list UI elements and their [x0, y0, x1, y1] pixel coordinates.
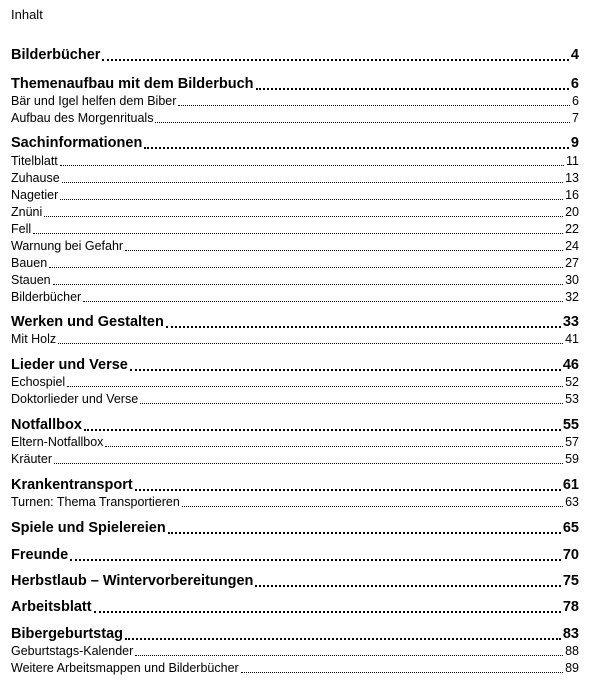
toc-entry[interactable]: [11, 644, 579, 659]
toc-entry-page: 6: [572, 94, 579, 108]
dot-leader: [144, 146, 569, 149]
toc-entry-page: 16: [565, 188, 579, 202]
toc-entry-page: 7: [572, 111, 579, 125]
toc-entry-title: Eltern-Notfallbox: [11, 435, 104, 449]
toc-entry-page: 20: [565, 205, 579, 219]
toc-entry-page: 89: [565, 661, 579, 675]
toc-entry-title: Mit Holz: [11, 332, 57, 346]
toc-entry[interactable]: [11, 416, 579, 434]
toc-entry[interactable]: [11, 290, 579, 305]
toc-entry-page: 78: [562, 599, 579, 615]
dot-leader: [102, 58, 568, 61]
toc-entry-title: Nagetier: [11, 188, 59, 202]
page-heading: Inhalt: [11, 7, 43, 22]
toc-entry-title: Turnen: Thema Transportieren: [11, 495, 180, 509]
dot-leader: [125, 637, 561, 640]
dot-leader: [178, 104, 570, 106]
toc-entry-title: Echospiel: [11, 375, 66, 389]
toc-entry-title: Lieder und Verse: [11, 357, 128, 373]
toc-entry[interactable]: [11, 435, 579, 450]
toc-entry[interactable]: [11, 572, 579, 590]
toc-entry-page: 57: [565, 435, 579, 449]
dot-leader: [182, 505, 563, 507]
toc-entry-page: 22: [565, 222, 579, 236]
dot-leader: [166, 325, 561, 328]
toc-entry[interactable]: [11, 661, 579, 676]
toc-entry-page: 52: [565, 375, 579, 389]
toc-entry-title: Titelblatt: [11, 154, 58, 168]
toc-entry[interactable]: [11, 332, 579, 347]
toc-entry-page: 4: [570, 47, 579, 63]
dot-leader: [135, 654, 563, 656]
toc-entry[interactable]: [11, 356, 579, 374]
dot-leader: [62, 181, 563, 183]
toc-entry[interactable]: [11, 273, 579, 288]
dot-leader: [94, 610, 561, 613]
toc-entry-title: Sachinformationen: [11, 135, 143, 151]
toc-entry-page: 11: [566, 154, 579, 168]
toc-entry[interactable]: [11, 111, 579, 126]
toc-entry-page: 59: [565, 452, 579, 466]
toc-entry-title: Geburtstags-Kalender: [11, 644, 134, 658]
toc-entry-page: 30: [565, 273, 579, 287]
dot-leader: [67, 385, 563, 387]
toc-entry[interactable]: [11, 625, 579, 643]
toc-entry-title: Bauen: [11, 256, 48, 270]
toc-entry[interactable]: [11, 546, 579, 564]
toc-entry[interactable]: [11, 598, 579, 616]
toc-entry-page: 61: [562, 477, 579, 493]
toc-entry[interactable]: [11, 205, 579, 220]
toc-entry-title: Znüni: [11, 205, 43, 219]
toc-entry[interactable]: [11, 75, 579, 93]
toc-entry-title: Warnung bei Gefahr: [11, 239, 124, 253]
dot-leader: [105, 445, 563, 447]
toc-entry-page: 32: [565, 290, 579, 304]
toc-entry-page: 75: [562, 573, 579, 589]
toc-entry-title: Freunde: [11, 547, 69, 563]
toc-entry-title: Spiele und Spielereien: [11, 520, 166, 536]
toc-entry[interactable]: [11, 222, 579, 237]
dot-leader: [60, 198, 563, 200]
toc-entry-title: Doktorlieder und Verse: [11, 392, 139, 406]
toc-entry-page: 70: [562, 547, 579, 563]
toc-entry[interactable]: [11, 171, 579, 186]
toc-entry-title: Fell: [11, 222, 32, 236]
dot-leader: [168, 531, 561, 534]
toc-entry-title: Notfallbox: [11, 417, 82, 433]
toc-entry-title: Arbeitsblatt: [11, 599, 92, 615]
dot-leader: [58, 342, 563, 344]
dot-leader: [155, 121, 570, 123]
toc-entry-title: Bibergeburtstag: [11, 626, 123, 642]
toc-entry[interactable]: [11, 519, 579, 537]
toc-entry-title: Bilderbücher: [11, 290, 82, 304]
dot-leader: [54, 462, 563, 464]
dot-leader: [49, 266, 563, 268]
toc-entry-page: 46: [562, 357, 579, 373]
toc-entry-page: 88: [565, 644, 579, 658]
dot-leader: [33, 232, 563, 234]
toc-entry-page: 33: [562, 314, 579, 330]
toc-entry-title: Krankentransport: [11, 477, 133, 493]
toc-entry[interactable]: [11, 476, 579, 494]
dot-leader: [140, 402, 563, 404]
toc-entry-title: Aufbau des Morgenrituals: [11, 111, 154, 125]
toc-entry[interactable]: [11, 188, 579, 203]
dot-leader: [241, 671, 563, 673]
toc-entry-page: 53: [565, 392, 579, 406]
toc-entry-title: Bär und Igel helfen dem Biber: [11, 94, 177, 108]
toc-entry-page: 63: [565, 495, 579, 509]
toc-entry[interactable]: [11, 94, 579, 109]
toc-entry-title: Bilderbücher: [11, 47, 101, 63]
toc-entry-title: Werken und Gestalten: [11, 314, 164, 330]
toc-entry[interactable]: [11, 256, 579, 271]
dot-leader: [53, 283, 563, 285]
toc-entry-page: 27: [565, 256, 579, 270]
toc-entry-page: 24: [565, 239, 579, 253]
toc-entry-page: 55: [562, 417, 579, 433]
dot-leader: [130, 368, 561, 371]
toc-entry[interactable]: [11, 46, 579, 64]
dot-leader: [125, 249, 563, 251]
toc-entry-page: 13: [565, 171, 579, 185]
toc-entry[interactable]: [11, 239, 579, 254]
toc-entry[interactable]: [11, 375, 579, 390]
toc-entry[interactable]: [11, 392, 579, 407]
dot-leader: [255, 584, 560, 587]
toc-entry[interactable]: [11, 313, 579, 331]
toc-entry-title: Herbstlaub – Wintervorbereitungen: [11, 573, 254, 589]
toc-entry[interactable]: [11, 452, 579, 467]
dot-leader: [256, 87, 569, 90]
toc-entry[interactable]: [11, 495, 579, 510]
toc-entry-page: 41: [565, 332, 579, 346]
toc-entry-title: Weitere Arbeitsmappen und Bilderbücher: [11, 661, 239, 675]
toc-entry-page: 65: [562, 520, 579, 536]
dot-leader: [44, 215, 563, 217]
toc-entry[interactable]: [11, 154, 579, 169]
toc-entry-title: Themenaufbau mit dem Bilderbuch: [11, 76, 254, 92]
dot-leader: [83, 300, 563, 302]
toc-entry[interactable]: [11, 134, 579, 152]
toc-entry-page: 83: [562, 626, 579, 642]
toc-entry-title: Stauen: [11, 273, 51, 287]
toc-entry-title: Zuhause: [11, 171, 60, 185]
dot-leader: [84, 428, 561, 431]
toc-entry-page: 6: [570, 76, 579, 92]
dot-leader: [135, 488, 561, 491]
toc-entry-page: 9: [570, 135, 579, 151]
dot-leader: [70, 558, 561, 561]
toc-entry-title: Kräuter: [11, 452, 52, 466]
dot-leader: [60, 164, 564, 166]
